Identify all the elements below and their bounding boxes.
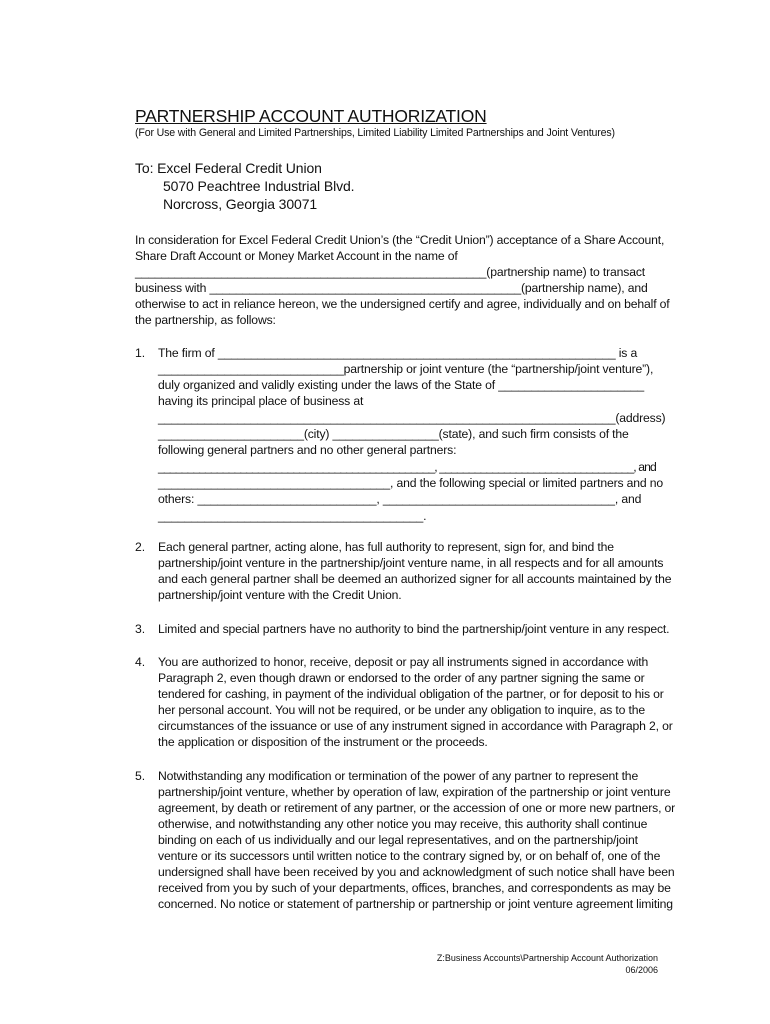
- item-line: Each general partner, acting alone, has full authority to represent, sign for, and bind the: [158, 540, 614, 554]
- item-line: _______________________________________________, _________________________________, and: [158, 460, 656, 474]
- intro-line: otherwise to act in reliance hereon, we the undersigned certify and agree, individually and on behalf of: [135, 297, 670, 311]
- intro-line: Share Draft Account or Money Market Account in the name of: [135, 249, 458, 263]
- item-number: 2.: [135, 540, 146, 554]
- addressee-line-1: To: Excel Federal Credit Union: [135, 160, 322, 176]
- item-line: ________________________________________.: [158, 509, 427, 523]
- intro-line: business with _______________________________________________(partnership name), and: [135, 281, 648, 295]
- item-number: 1.: [135, 346, 146, 360]
- item-line: The firm of ____________________________________________________________ is a: [158, 346, 638, 360]
- intro-line: _____________________________________________________(partnership name) to transact: [135, 265, 646, 279]
- intro-line: the partnership, as follows:: [135, 313, 276, 327]
- item-line: following general partners and no other general partners:: [158, 443, 457, 457]
- intro-line: In consideration for Excel Federal Credit Union’s (the “Credit Union”) acceptance of a Share Account,: [135, 233, 665, 247]
- item-line: partnership/joint venture with the Credit Union.: [158, 588, 402, 602]
- item-line: partnership/joint venture, whether by operation of law, expiration of the partnership or joint venture: [158, 785, 671, 799]
- item-line: _____________________________________________________________________(address): [158, 411, 666, 425]
- item-line: duly organized and validly existing under the laws of the State of ______________________: [158, 378, 645, 392]
- item-line: having its principal place of business at: [158, 394, 364, 408]
- item-line: partnership/joint venture in the partnership/joint venture name, in all respects and for all amounts: [158, 556, 664, 570]
- item-line: You are authorized to honor, receive, deposit or pay all instruments signed in accordance with: [158, 655, 649, 669]
- item-line: otherwise, and notwithstanding any other notice you may receive, this authority shall continue: [158, 817, 648, 831]
- item-line: tendered for cashing, in payment of the individual obligation of the partner, or for deposit to his or: [158, 687, 664, 701]
- item-number: 5.: [135, 769, 146, 783]
- item-line: concerned. No notice or statement of partnership or partnership or joint venture agreement limiting: [158, 897, 673, 911]
- footer-file-path: Z:Business Accounts\Partnership Account Authorization: [436, 953, 658, 963]
- item-number: 4.: [135, 655, 146, 669]
- item-line: her personal account. You will not be required, or be under any obligation to inquire, as to the: [158, 703, 645, 717]
- item-line: received from you by such of your departments, offices, branches, and correspondents as may be: [158, 881, 671, 895]
- footer-date: 06/2006: [625, 965, 658, 975]
- document-subtitle: (For Use with General and Limited Partnerships, Limited Liability Limited Partnerships and Joint Ventures): [135, 127, 615, 139]
- item-line: ___________________________________, and the following special or limited partners and no: [158, 476, 664, 490]
- item-line: binding on each of us individually and our legal representatives, and on the partnership/joint: [158, 833, 638, 847]
- document-title: PARTNERSHIP ACCOUNT AUTHORIZATION: [135, 106, 487, 126]
- item-line: Paragraph 2, even though drawn or endorsed to the order of any partner signing the same or: [158, 671, 645, 685]
- item-line: agreement, by death or retirement of any partner, or the accession of one or more new partners, or: [158, 801, 676, 815]
- item-line: circumstances of the issuance or use of any instrument signed in accordance with Paragraph 2, or: [158, 719, 673, 733]
- item-line: the application or disposition of the instrument or the proceeds.: [158, 735, 488, 749]
- item-line: venture or its successors until written notice to the contrary signed by, or on behalf of, one of the: [158, 849, 661, 863]
- item-line: Notwithstanding any modification or termination of the power of any partner to represent the: [158, 769, 639, 783]
- addressee-line-3: Norcross, Georgia 30071: [163, 196, 318, 212]
- item-line: and each general partner shall be deemed an authorized signer for all accounts maintained by the: [158, 572, 672, 586]
- addressee-line-2: 5070 Peachtree Industrial Blvd.: [163, 178, 355, 194]
- item-line: others: ___________________________, ___________________________________, and: [158, 492, 642, 506]
- item-number: 3.: [135, 622, 146, 636]
- item-line: ____________________________partnership or joint venture (the “partnership/joint venture”),: [158, 362, 654, 376]
- item-line: Limited and special partners have no authority to bind the partnership/joint venture in any respect.: [158, 622, 670, 636]
- item-line: ______________________(city) ________________(state), and such firm consists of the: [158, 427, 629, 441]
- item-line: undersigned shall have been received by you and acknowledgment of such notice shall have been: [158, 865, 675, 879]
